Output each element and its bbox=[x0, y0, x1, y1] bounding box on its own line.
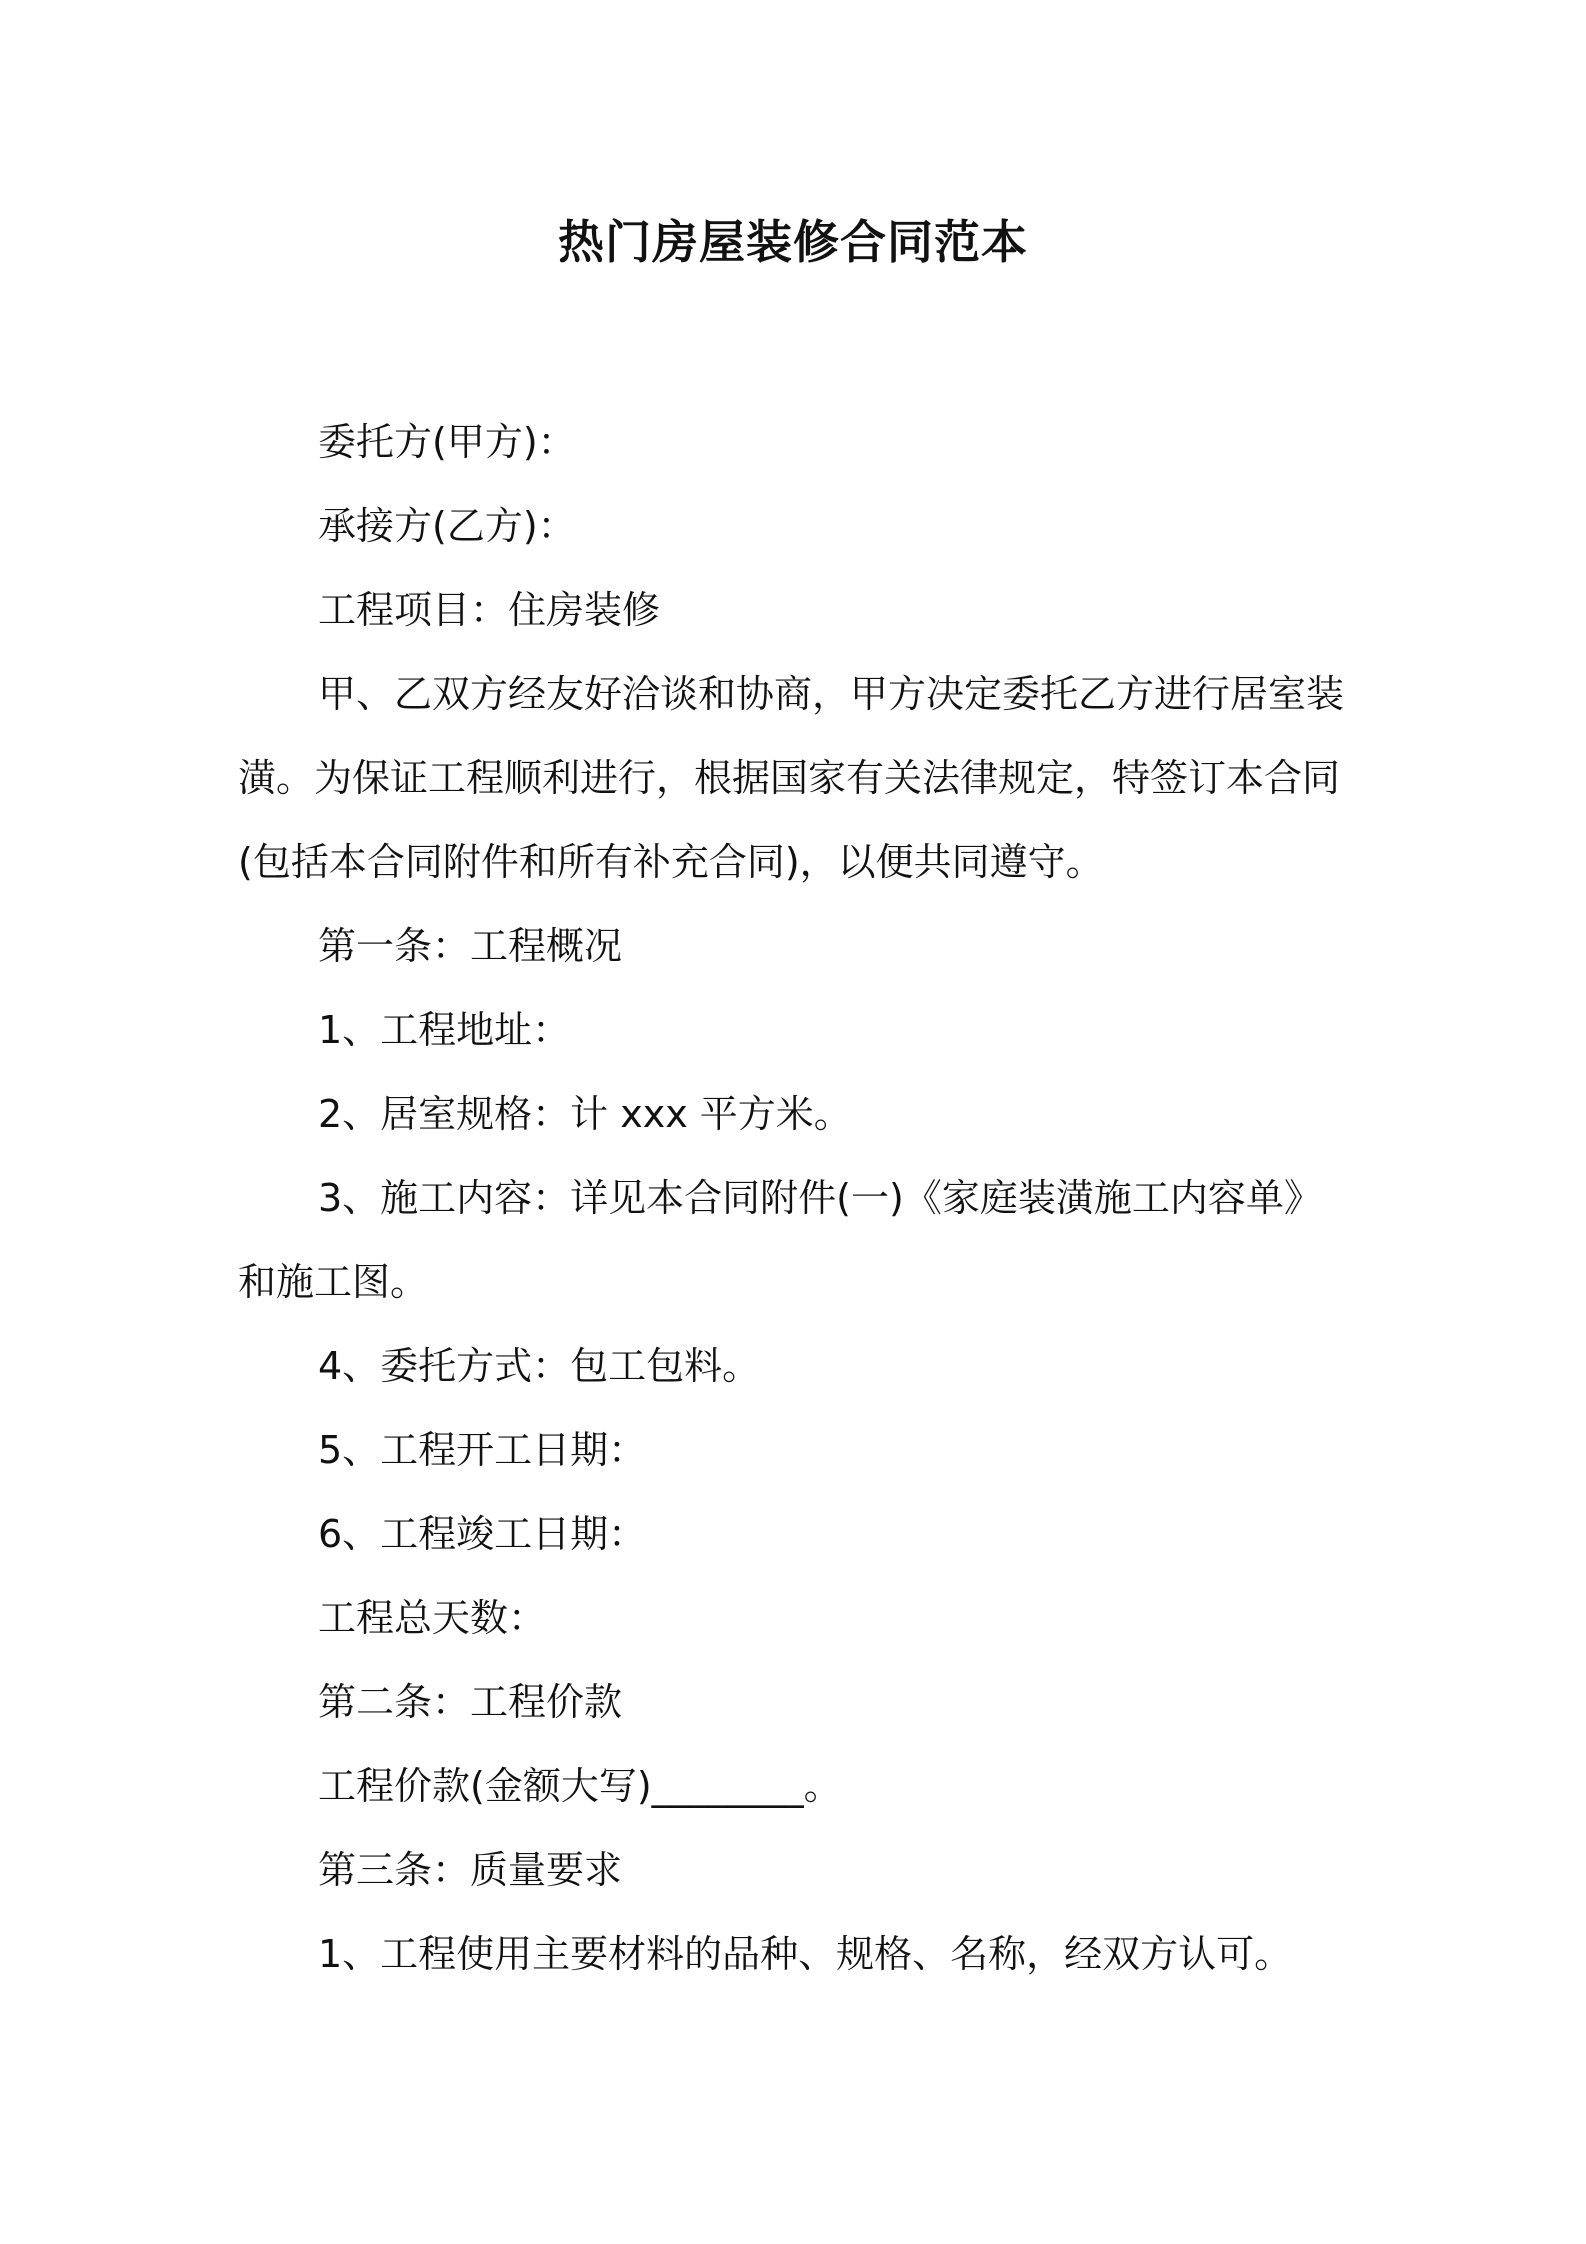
article-1-item-3: 3、施工内容：详见本合同附件(一)《家庭装潢施工内容单》和施工图。 bbox=[238, 1176, 1322, 1304]
document-title: 热门房屋装修合同范本 bbox=[558, 215, 1028, 269]
article-1-heading: 第一条：工程概况 bbox=[318, 924, 623, 968]
total-days-line: 工程总天数： bbox=[318, 1596, 547, 1640]
article-1-item-5: 5、工程开工日期： bbox=[318, 1428, 647, 1472]
intro-paragraph: 甲、乙双方经友好洽谈和协商，甲方决定委托乙方进行居室装潢。为保证工程顺利进行，根据国家有关法律规定，特签订本合同(包括本合同附件和所有补充合同)，以便共同遵守。 bbox=[238, 672, 1345, 884]
article-3-item-1: 1、工程使用主要材料的品种、规格、名称，经双方认可。 bbox=[318, 1932, 1293, 1976]
document-body bbox=[238, 400, 1348, 1996]
article-1-item-2: 2、居室规格：计 xxx 平方米。 bbox=[318, 1092, 852, 1136]
article-1-item-1: 1、工程地址： bbox=[318, 1008, 571, 1052]
party-a-line: 委托方(甲方)： bbox=[318, 420, 576, 464]
project-line: 工程项目：住房装修 bbox=[318, 588, 661, 632]
price-line: 工程价款(金额大写)________。 bbox=[318, 1764, 842, 1808]
article-1-item-6: 6、工程竣工日期： bbox=[318, 1512, 647, 1556]
article-3-heading: 第三条：质量要求 bbox=[318, 1848, 623, 1892]
party-b-line: 承接方(乙方)： bbox=[318, 504, 576, 548]
article-2-heading: 第二条：工程价款 bbox=[318, 1680, 623, 1724]
article-1-item-4: 4、委托方式：包工包料。 bbox=[318, 1344, 761, 1388]
